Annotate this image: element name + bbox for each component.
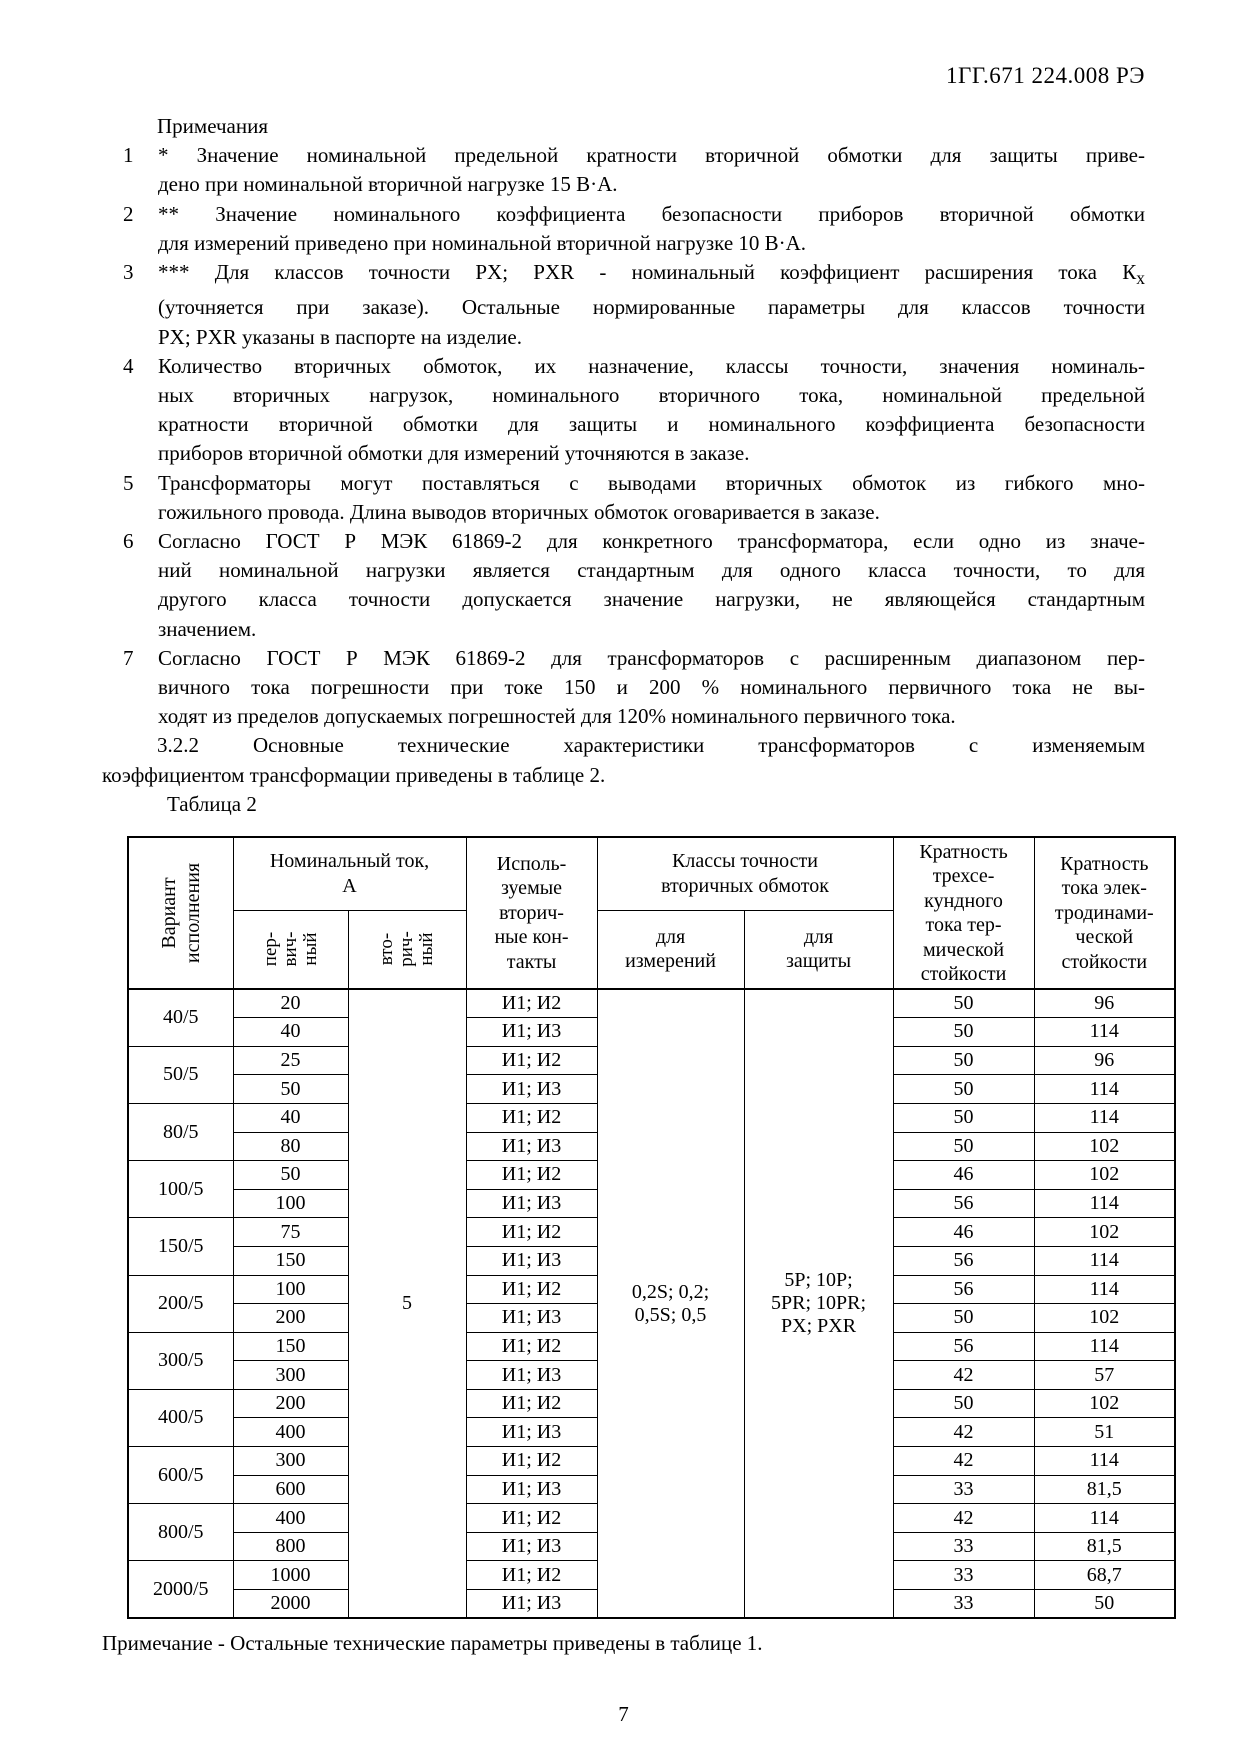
thermal-ratio-cell: 56 (893, 1246, 1034, 1275)
variant-cell: 150/5 (128, 1218, 233, 1275)
thermal-ratio-cell: 46 (893, 1218, 1034, 1247)
dynamic-ratio-cell: 102 (1034, 1161, 1175, 1190)
subscript: х (1136, 268, 1145, 289)
table-body (128, 989, 1175, 1618)
contacts-cell: И1; И2 (466, 1561, 597, 1590)
note-line: вичного тока погрешности при токе 150 и 200 % номинального первичного тока не вы- (158, 675, 1145, 700)
note-text (158, 469, 1145, 527)
dynamic-ratio-cell: 114 (1034, 1447, 1175, 1476)
dynamic-ratio-cell: 81,5 (1034, 1475, 1175, 1504)
note-line: *** Для классов точности PX; PXR - номинальный коэффициент расширения тока $К_х$ (158, 260, 1145, 289)
contacts-cell: И1; И2 (466, 1161, 597, 1190)
variant-header-label: Вариант исполнения (157, 862, 204, 964)
variant-cell: 300/5 (128, 1332, 233, 1389)
note-line: ** Значение номинального коэффициента безопасности приборов вторичной обмотки (158, 201, 1145, 226)
note-number: 6 (123, 529, 134, 554)
thermal-ratio-cell: 56 (893, 1189, 1034, 1218)
primary-current-cell: 75 (233, 1218, 348, 1247)
contacts-cell: И1; И3 (466, 1590, 597, 1619)
section-paragraph (102, 731, 1145, 789)
page-content (102, 112, 1154, 1658)
note-item (102, 644, 1145, 732)
thermal-ratio-cell: 33 (893, 1590, 1034, 1619)
table-2 (127, 836, 1176, 1619)
contacts-header: Исполь- зуемые вторич- ные кон- такты (466, 837, 597, 989)
contacts-cell: И1; И2 (466, 1103, 597, 1132)
variant-cell: 80/5 (128, 1103, 233, 1160)
note-line: ний номинальной нагрузки является стандартным для одного класса точности, то для (158, 558, 1145, 583)
thermal-ratio-cell: 33 (893, 1561, 1034, 1590)
variant-cell: 600/5 (128, 1447, 233, 1504)
note-text (158, 200, 1145, 258)
variant-cell: 2000/5 (128, 1561, 233, 1618)
primary-current-cell: 400 (233, 1418, 348, 1447)
note-number: 7 (123, 645, 134, 670)
note-number: 2 (123, 201, 134, 226)
thermal-ratio-cell: 42 (893, 1504, 1034, 1533)
contacts-cell: И1; И2 (466, 1504, 597, 1533)
table-row (128, 989, 1175, 1018)
secondary-current-header-label: вто- рич- ный (376, 931, 437, 968)
thermal-ratio-cell: 50 (893, 989, 1034, 1018)
note-line: Количество вторичных обмоток, их назначение, классы точности, значения номиналь- (158, 353, 1145, 378)
dynamic-ratio-cell: 102 (1034, 1389, 1175, 1418)
table-footnote: Примечание - Остальные технические параметры приведены в таблице 1. (102, 1631, 763, 1656)
thermal-ratio-cell: 50 (893, 1046, 1034, 1075)
dynamic-ratio-cell: 96 (1034, 1046, 1175, 1075)
dynamic-ratio-cell: 114 (1034, 1332, 1175, 1361)
paragraph-line: коэффициентом трансформации приведены в таблице 2. (102, 762, 606, 787)
notes-title: Примечания (157, 114, 269, 138)
primary-current-cell: 20 (233, 989, 348, 1018)
note-line: Трансформаторы могут поставляться с выводами вторичных обмоток из гибкого мно- (158, 470, 1145, 495)
dynamic-ratio-cell: 114 (1034, 1246, 1175, 1275)
note-line: для измерений приведено при номинальной вторичной нагрузке 10 В·А. (158, 230, 807, 255)
note-number: 3 (123, 260, 134, 285)
primary-current-cell: 100 (233, 1189, 348, 1218)
note-line: PX; PXR указаны в паспорте на изделие. (158, 324, 522, 349)
dynamic-ratio-cell: 102 (1034, 1218, 1175, 1247)
contacts-cell: И1; И2 (466, 1447, 597, 1476)
thermal-ratio-cell: 50 (893, 1103, 1034, 1132)
note-item (102, 141, 1145, 199)
dynamic-ratio-cell: 114 (1034, 1189, 1175, 1218)
note-number: 4 (123, 353, 134, 378)
note-line: гожильного провода. Длина выводов вторичных обмоток оговаривается в заказе. (158, 499, 880, 524)
note-line: значением. (158, 616, 257, 641)
primary-current-cell: 40 (233, 1103, 348, 1132)
thermal-ratio-cell: 42 (893, 1447, 1034, 1476)
note-line: дено при номинальной вторичной нагрузке 15 В·А. (158, 172, 618, 197)
thermal-ratio-cell: 46 (893, 1161, 1034, 1190)
note-item (102, 352, 1145, 469)
contacts-cell: И1; И3 (466, 1361, 597, 1390)
contacts-cell: И1; И2 (466, 1275, 597, 1304)
dynamic-ratio-cell: 114 (1034, 1018, 1175, 1047)
variant-cell: 50/5 (128, 1046, 233, 1103)
thermal-ratio-cell: 33 (893, 1475, 1034, 1504)
primary-current-cell: 600 (233, 1475, 348, 1504)
variant-cell: 40/5 (128, 989, 233, 1046)
nominal-current-header: Номинальный ток, А (233, 837, 466, 910)
dynamic-ratio-cell: 114 (1034, 1103, 1175, 1132)
dynamic-ratio-header: Кратность тока элек- тродинами- ческой стойкости (1034, 837, 1175, 989)
contacts-cell: И1; И2 (466, 1389, 597, 1418)
note-line: ходят из пределов допускаемых погрешностей для 120% номинального первичного тока. (158, 704, 956, 729)
primary-current-cell: 150 (233, 1332, 348, 1361)
dynamic-ratio-cell: 102 (1034, 1304, 1175, 1333)
thermal-ratio-cell: 56 (893, 1275, 1034, 1304)
primary-current-cell: 200 (233, 1304, 348, 1333)
for-measure-header: для измерений (597, 910, 744, 989)
primary-current-cell: 150 (233, 1246, 348, 1275)
secondary-current-cell: 5 (348, 989, 466, 1618)
accuracy-measure-cell: 0,2S; 0,2; 0,5S; 0,5 (597, 989, 744, 1618)
dynamic-ratio-cell: 114 (1034, 1275, 1175, 1304)
contacts-cell: И1; И2 (466, 989, 597, 1018)
primary-current-cell: 300 (233, 1361, 348, 1390)
note-text (158, 527, 1145, 644)
for-protect-header: для защиты (744, 910, 893, 989)
note-number: 1 (123, 143, 134, 168)
variant-cell: 100/5 (128, 1161, 233, 1218)
note-text (158, 352, 1145, 469)
note-item (102, 258, 1145, 352)
note-text (158, 644, 1145, 732)
paragraph-line: 3.2.2 Основные технические характеристики трансформаторов с изменяемым (157, 733, 1145, 758)
note-line: приборов вторичной обмотки для измерений уточняются в заказе. (158, 441, 750, 466)
contacts-cell: И1; И2 (466, 1046, 597, 1075)
primary-current-cell: 1000 (233, 1561, 348, 1590)
primary-current-cell: 400 (233, 1504, 348, 1533)
note-line: Согласно ГОСТ Р МЭК 61869-2 для конкретного трансформатора, если одно из значе- (158, 529, 1145, 554)
dynamic-ratio-cell: 81,5 (1034, 1532, 1175, 1561)
dynamic-ratio-cell: 114 (1034, 1075, 1175, 1104)
table-caption: Таблица 2 (167, 791, 257, 816)
thermal-ratio-cell: 50 (893, 1018, 1034, 1047)
primary-current-header-label: пер- вич- ный (259, 931, 321, 967)
page-number: 7 (618, 1702, 629, 1726)
variant-cell: 400/5 (128, 1389, 233, 1446)
contacts-cell: И1; И3 (466, 1018, 597, 1047)
note-item (102, 527, 1145, 644)
contacts-cell: И1; И3 (466, 1304, 597, 1333)
variant-cell: 800/5 (128, 1504, 233, 1561)
contacts-cell: И1; И3 (466, 1246, 597, 1275)
contacts-cell: И1; И3 (466, 1532, 597, 1561)
note-line: ных вторичных нагрузок, номинального вторичного тока, номинальной предельной (158, 383, 1145, 408)
note-item (102, 200, 1145, 258)
note-line: (уточняется при заказе). Остальные нормированные параметры для классов точности (158, 295, 1145, 320)
thermal-ratio-cell: 56 (893, 1332, 1034, 1361)
contacts-cell: И1; И2 (466, 1218, 597, 1247)
primary-current-cell: 50 (233, 1161, 348, 1190)
dynamic-ratio-cell: 102 (1034, 1132, 1175, 1161)
variant-cell: 200/5 (128, 1275, 233, 1332)
doc-code: 1ГГ.671 224.008 РЭ (946, 63, 1145, 88)
primary-current-cell: 40 (233, 1018, 348, 1047)
thermal-ratio-cell: 33 (893, 1532, 1034, 1561)
note-text (158, 258, 1145, 352)
contacts-cell: И1; И3 (466, 1475, 597, 1504)
contacts-cell: И1; И3 (466, 1075, 597, 1104)
thermal-ratio-cell: 50 (893, 1075, 1034, 1104)
dynamic-ratio-cell: 57 (1034, 1361, 1175, 1390)
dynamic-ratio-cell: 50 (1034, 1590, 1175, 1619)
note-line: * Значение номинальной предельной кратности вторичной обмотки для защиты приве- (158, 143, 1145, 168)
accuracy-classes-header: Классы точности вторичных обмоток (597, 837, 893, 910)
dynamic-ratio-cell: 68,7 (1034, 1561, 1175, 1590)
thermal-ratio-cell: 50 (893, 1304, 1034, 1333)
note-line: Согласно ГОСТ Р МЭК 61869-2 для трансформаторов с расширенным диапазоном пер- (158, 645, 1145, 670)
thermal-ratio-cell: 50 (893, 1389, 1034, 1418)
contacts-cell: И1; И2 (466, 1332, 597, 1361)
note-text (158, 141, 1145, 199)
dynamic-ratio-cell: 51 (1034, 1418, 1175, 1447)
variant-header (128, 837, 233, 989)
thermal-ratio-cell: 42 (893, 1418, 1034, 1447)
note-number: 5 (123, 470, 134, 495)
accuracy-protect-cell: 5P; 10P; 5PR; 10PR; PX; PXR (744, 989, 893, 1618)
dynamic-ratio-cell: 114 (1034, 1504, 1175, 1533)
primary-current-cell: 50 (233, 1075, 348, 1104)
primary-current-cell: 2000 (233, 1590, 348, 1619)
primary-current-cell: 300 (233, 1447, 348, 1476)
thermal-ratio-cell: 42 (893, 1361, 1034, 1390)
notes-list (102, 141, 1145, 731)
contacts-cell: И1; И3 (466, 1418, 597, 1447)
primary-current-cell: 80 (233, 1132, 348, 1161)
contacts-cell: И1; И3 (466, 1189, 597, 1218)
thermal-ratio-header: Кратность трехсе- кундного тока тер- мической стойкости (893, 837, 1034, 989)
note-line: кратности вторичной обмотки для защиты и номинального коэффициента безопасности (158, 412, 1145, 437)
primary-current-cell: 800 (233, 1532, 348, 1561)
note-line: другого класса точности допускается значение нагрузки, не являющейся стандартным (158, 587, 1145, 612)
primary-current-cell: 100 (233, 1275, 348, 1304)
contacts-cell: И1; И3 (466, 1132, 597, 1161)
primary-current-cell: 200 (233, 1389, 348, 1418)
note-item (102, 469, 1145, 527)
dynamic-ratio-cell: 96 (1034, 989, 1175, 1018)
secondary-current-header (348, 910, 466, 989)
primary-current-header (233, 910, 348, 989)
table-header (128, 837, 1175, 989)
thermal-ratio-cell: 50 (893, 1132, 1034, 1161)
primary-current-cell: 25 (233, 1046, 348, 1075)
